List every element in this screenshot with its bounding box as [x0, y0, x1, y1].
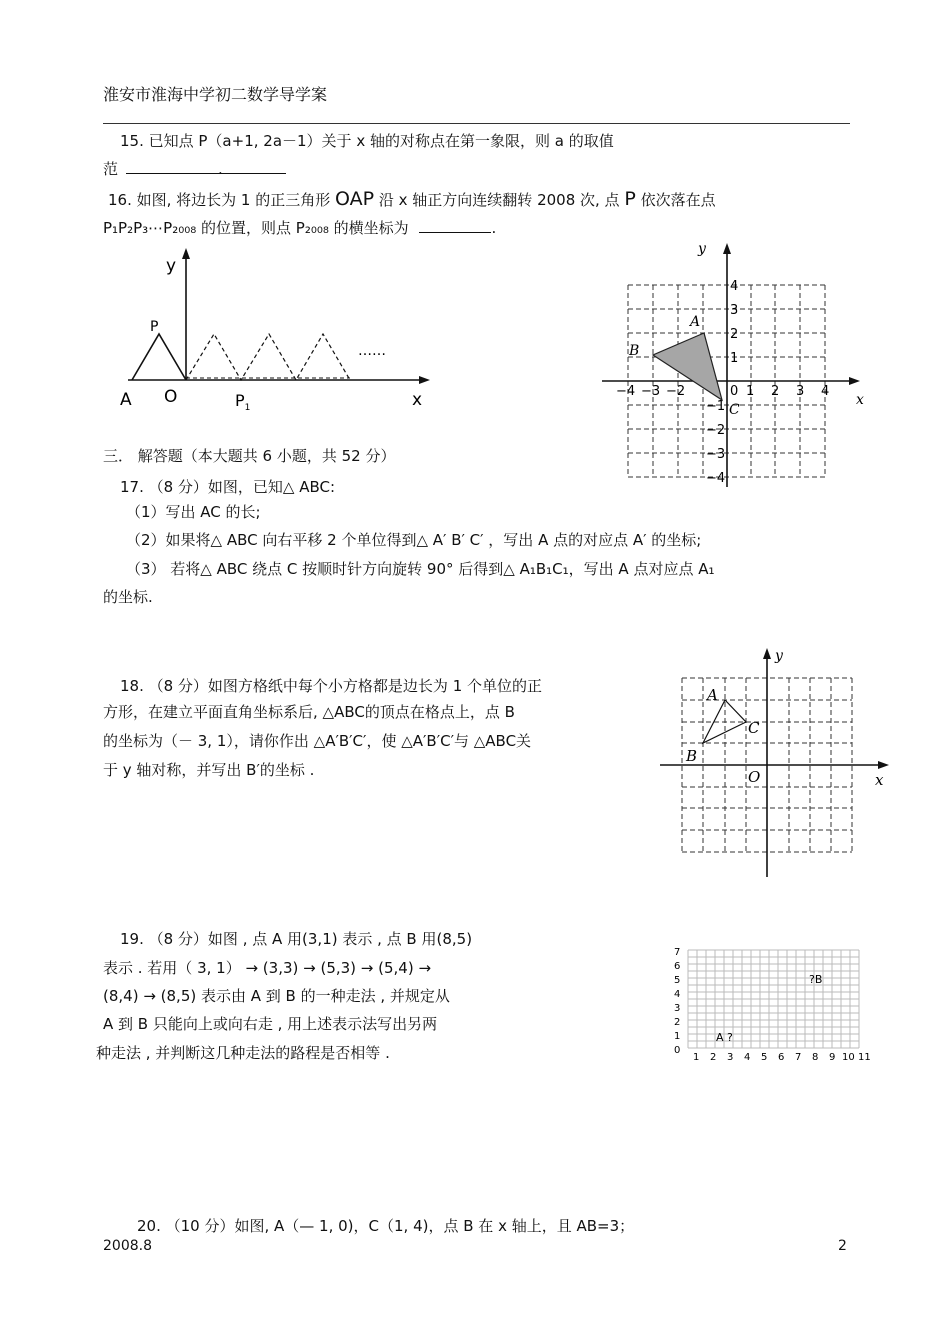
fig17-xtick: −2: [666, 384, 686, 399]
fig16-label-a: A: [120, 390, 132, 410]
q16-answer-blank[interactable]: [419, 218, 491, 233]
q19-line1: 19. （8 分）如图 , 点 A 用(3,1) 表示 , 点 B 用(8,5): [120, 930, 473, 948]
fig17-label-a: A: [690, 314, 701, 330]
fig18-label-y: y: [775, 648, 783, 664]
fig19-xtick: 5: [761, 1052, 768, 1063]
q16-line1: [108, 188, 716, 210]
fig19-grid-lines: [688, 950, 859, 1048]
q17-line3: （2）如果将△ ABC 向右平移 2 个单位得到△ A′ B′ C′ ，写出 A 点的对应点 A′ 的坐标;: [126, 531, 702, 549]
q15-line2: [103, 158, 291, 179]
fig19-y-ticks: [674, 947, 680, 1056]
footer-date: 2008.8: [103, 1238, 152, 1254]
fig16-x-arrow-icon: [419, 376, 430, 384]
q18-line3: 的坐标为（－ 3, 1），请你作出 △A′B′C′，使 △A′B′C′与 △ABC关: [103, 732, 532, 750]
fig19-ytick: 3: [674, 1003, 681, 1014]
section3-heading: 三． 解答题（本大题共 6 小题，共 52 分）: [103, 447, 396, 465]
q19-line4: A 到 B 只能向上或向右走 , 用上述表示法写出另两: [103, 1015, 438, 1033]
fig19-ytick: 2: [674, 1017, 681, 1028]
fig16-triangle-oap: [132, 334, 186, 380]
fig19-xtick: 3: [727, 1052, 734, 1063]
header-rule: [103, 123, 850, 124]
fig17-xtick: 4: [821, 384, 830, 399]
fig17-xtick: −3: [641, 384, 661, 399]
q16-line1b: 沿 x 轴正方向连续翻转 2008 次, 点: [378, 191, 620, 209]
q20-line1: 20. （10 分）如图, A（— 1, 0)，C（1, 4)，点 B 在 x 轴上，且 AB=3；: [137, 1217, 635, 1235]
q19-line3: (8,4) → (8,5) 表示由 A 到 B 的一种走法 , 并规定从: [103, 987, 450, 1005]
fig19-xtick: 4: [744, 1052, 751, 1063]
fig16-rolling-triangle: [110, 245, 440, 415]
q16-line1c: 依次落在点: [640, 191, 716, 209]
fig19-xtick: 11: [858, 1052, 871, 1063]
fig17-label-b: B: [629, 343, 640, 359]
fig16-label-p1-sub: 1: [244, 403, 251, 413]
q15-line2-dot: .: [218, 160, 223, 178]
fig17-label-y: y: [698, 241, 706, 257]
fig18-x-arrow-icon: [878, 761, 889, 769]
fig18-label-a: A: [707, 686, 718, 704]
fig17-x-arrow-icon: [849, 377, 860, 385]
fig17-xtick: 2: [771, 384, 780, 399]
q19-line2: 表示 . 若用（ 3, 1） → (3,3) → (5,3) → (5,4) →: [103, 959, 432, 977]
q15-line2-text: 范: [103, 160, 119, 178]
fig16-y-arrow-icon: [182, 248, 190, 259]
fig19-xtick: 7: [795, 1052, 802, 1063]
fig16-label-p1: [235, 391, 250, 413]
q19-line5: 种走法 , 并判断这几种走法的路程是否相等 .: [96, 1044, 390, 1062]
fig19-ytick: 7: [674, 947, 681, 958]
fig19-path-grid: [668, 942, 878, 1064]
fig19-ytick: 6: [674, 961, 681, 972]
q16-line2a: P₁P₂P₃⋯P₂₀₀₈ 的位置，则点 P₂₀₀₈ 的横坐标为: [103, 219, 409, 237]
fig16-dashed-triangles: [186, 334, 350, 380]
fig19-xtick: 2: [710, 1052, 717, 1063]
fig17-ytick: −2: [706, 423, 726, 438]
q15-answer-blank[interactable]: [126, 159, 286, 174]
fig19-x-ticks: [693, 1052, 871, 1063]
q17-line2: （1）写出 AC 的长;: [126, 503, 261, 521]
fig17-xtick: 3: [796, 384, 805, 399]
fig19-ytick: 0: [674, 1045, 681, 1056]
fig17-label-x: x: [856, 392, 864, 408]
q16-line1a: 16. 如图, 将边长为 1 的正三角形: [108, 191, 331, 209]
q17-line4: （3） 若将△ ABC 绕点 C 按顺时针方向旋转 90° 后得到△ A₁B₁C₁，写出 A 点对应点 A₁: [126, 560, 715, 578]
fig18-label-b: B: [686, 747, 698, 765]
fig18-label-o: O: [748, 768, 761, 786]
fig17-y-arrow-icon: [723, 243, 731, 254]
fig18-label-x: x: [875, 771, 884, 789]
fig19-xtick: 1: [693, 1052, 700, 1063]
fig16-label-x: x: [412, 390, 423, 410]
fig17-xtick: 1: [746, 384, 755, 399]
fig17-ytick: −3: [706, 447, 726, 462]
fig17-ytick: 1: [730, 351, 739, 366]
fig19-point-a: A ?: [716, 1031, 733, 1044]
q16-line2: [103, 217, 496, 238]
fig17-triangle-abc: [653, 333, 722, 400]
fig19-ytick: 1: [674, 1031, 681, 1042]
fig17-coordinate-grid: [598, 238, 873, 493]
footer-page-number: 2: [838, 1238, 847, 1254]
q18-line1: 18. （8 分）如图方格纸中每个小方格都是边长为 1 个单位的正: [120, 677, 543, 695]
fig17-label-c: C: [729, 402, 740, 418]
fig17-ytick: −1: [706, 399, 726, 414]
fig19-xtick: 9: [829, 1052, 836, 1063]
fig19-point-b: ?B: [809, 973, 823, 986]
fig18-label-c: C: [748, 719, 760, 737]
fig17-x-ticks: [616, 384, 829, 399]
fig19-ytick: 4: [674, 989, 681, 1000]
fig18-y-arrow-icon: [763, 648, 771, 659]
fig17-ytick: −4: [706, 471, 726, 486]
fig16-label-y: y: [166, 256, 177, 276]
fig16-label-o: O: [164, 387, 178, 407]
fig19-ytick: 5: [674, 975, 681, 986]
fig17-ytick: 2: [730, 327, 739, 342]
fig17-xtick: 0: [730, 384, 739, 399]
q16-oap: OAP: [335, 188, 375, 210]
fig19-xtick: 8: [812, 1052, 819, 1063]
fig18-coordinate-grid: [658, 645, 893, 880]
fig16-dots: ……: [358, 343, 386, 359]
fig19-xtick: 6: [778, 1052, 785, 1063]
fig16-label-p: P: [150, 319, 159, 335]
q18-line4: 于 y 轴对称，并写出 B′的坐标 .: [103, 761, 315, 779]
q17-line5: 的坐标.: [103, 588, 153, 606]
fig17-xtick: −4: [616, 384, 636, 399]
fig17-ytick: 3: [730, 303, 739, 318]
q16-line2-dot: .: [491, 219, 497, 237]
q17-line1: 17. （8 分）如图，已知△ ABC:: [120, 478, 336, 496]
fig17-ytick: 4: [730, 279, 739, 294]
fig16-label-p1-main: P: [235, 391, 245, 410]
header-title: 淮安市淮海中学初二数学导学案: [103, 85, 328, 104]
q16-p: P: [624, 188, 636, 210]
q18-line2: 方形，在建立平面直角坐标系后, △ABC的顶点在格点上，点 B: [103, 703, 515, 721]
q15-line1: 15. 已知点 P（a+1, 2a－1）关于 x 轴的对称点在第一象限，则 a 的取值: [120, 132, 614, 150]
fig19-xtick: 10: [842, 1052, 855, 1063]
